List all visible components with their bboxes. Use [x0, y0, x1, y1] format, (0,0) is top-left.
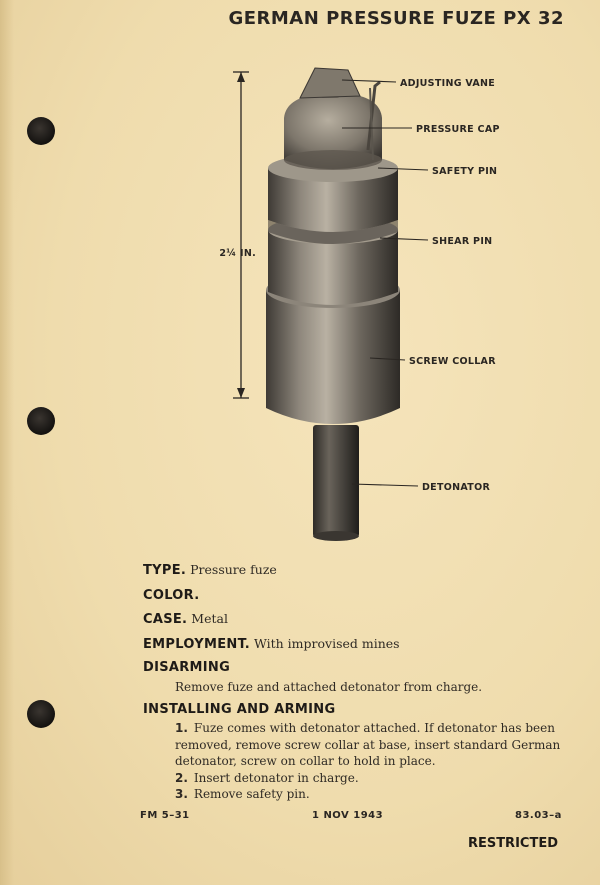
- spec-case-label: CASE.: [143, 612, 188, 627]
- footer-code: 83.03–a: [515, 810, 562, 821]
- page-title: GERMAN PRESSURE FUZE PX 32: [228, 8, 564, 29]
- list-item: [175, 720, 565, 770]
- disarming-text: Remove fuze and attached detonator from charge.: [175, 680, 483, 694]
- installing-heading: INSTALLING AND ARMING: [143, 702, 336, 717]
- screw-collar-shape: [266, 290, 400, 424]
- spec-case: [143, 611, 228, 627]
- spec-type: [143, 562, 277, 578]
- list-item: [175, 770, 565, 787]
- binder-hole-bottom: [27, 700, 55, 728]
- callout-pressure-cap: PRESSURE CAP: [416, 124, 500, 135]
- dimension-line: [233, 72, 249, 398]
- step-text: Insert detonator in charge.: [193, 770, 359, 785]
- step-text: Fuze comes with detonator attached. If detonator has been removed, remove screw collar at base, insert standard German detonator, screw on collar to hold in place.: [175, 721, 561, 768]
- disarming-heading: DISARMING: [143, 660, 231, 675]
- spec-case-value: Metal: [191, 611, 228, 626]
- footer-date: 1 NOV 1943: [312, 810, 384, 821]
- list-item: [175, 786, 565, 803]
- spec-type-label: TYPE.: [143, 563, 187, 578]
- footer-manual: FM 5–31: [140, 810, 190, 821]
- spec-employment: [143, 636, 400, 652]
- spec-employment-value: With improvised mines: [254, 636, 400, 651]
- adjusting-vane-shape: [300, 68, 360, 98]
- callout-shear-pin: SHEAR PIN: [432, 236, 493, 247]
- callout-screw-collar: SCREW COLLAR: [409, 356, 496, 367]
- callout-safety-pin: SAFETY PIN: [432, 166, 498, 177]
- step-text: Remove safety pin.: [193, 787, 310, 801]
- step-number: 3.: [175, 787, 188, 801]
- dimension-label: 2¼ IN.: [219, 248, 256, 259]
- step-number: 2.: [175, 770, 188, 785]
- callout-adjusting-vane: ADJUSTING VANE: [400, 78, 496, 89]
- spec-color: [143, 587, 203, 603]
- step-number: 1.: [175, 721, 188, 735]
- spec-employment-label: EMPLOYMENT.: [143, 637, 250, 652]
- spec-type-value: Pressure fuze: [190, 562, 277, 577]
- spec-color-label: COLOR.: [143, 588, 200, 603]
- classification-label: RESTRICTED: [467, 836, 558, 851]
- detonator-shape: [313, 425, 359, 537]
- installing-steps: [175, 720, 565, 803]
- callout-detonator: DETONATOR: [422, 482, 491, 493]
